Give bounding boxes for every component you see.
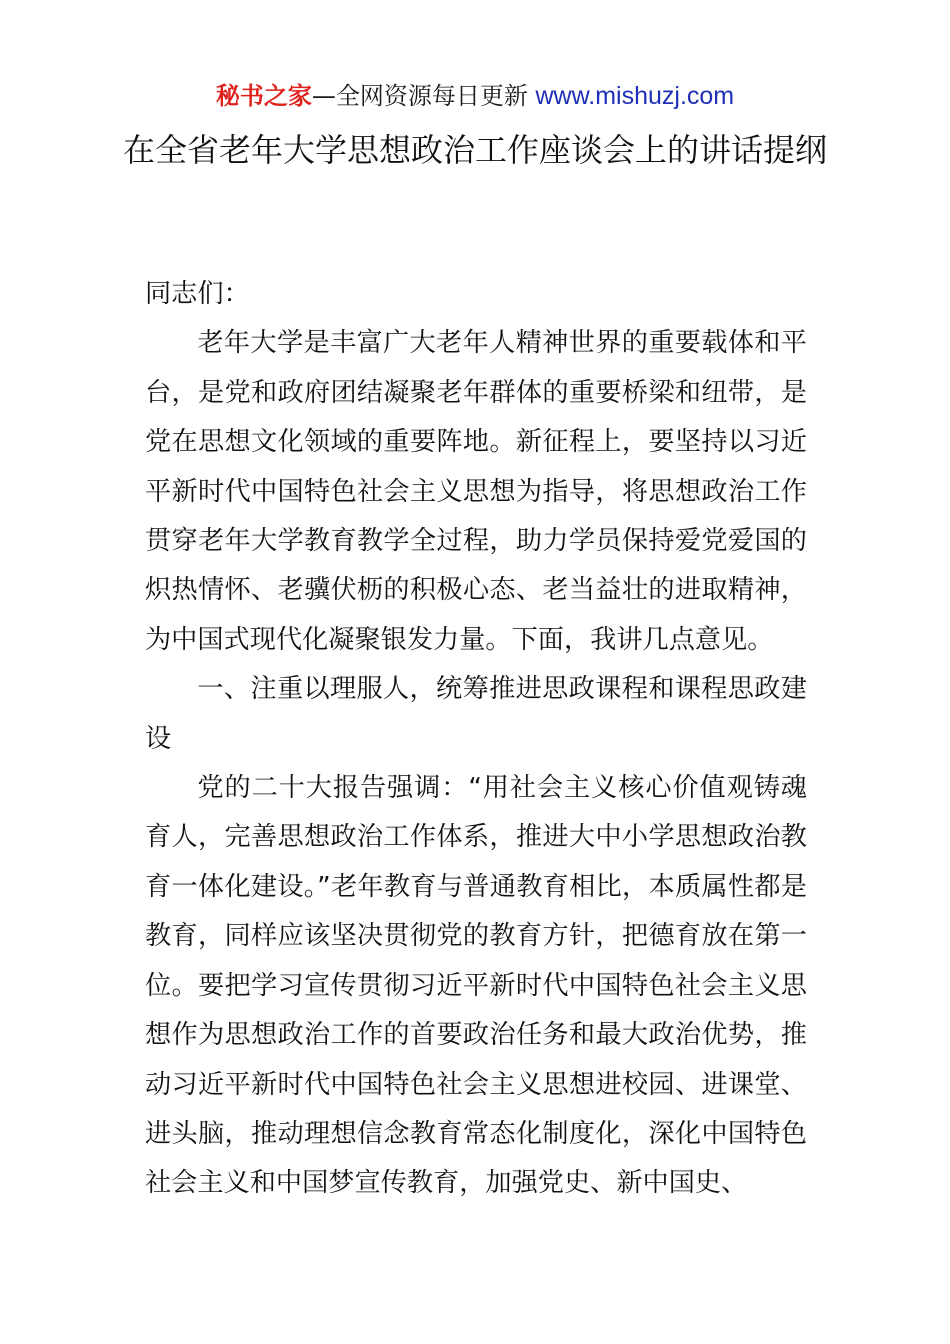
header-tagline: —全网资源每日更新 [311, 82, 536, 110]
document-body [145, 270, 807, 1209]
salutation: 同志们： [145, 279, 250, 309]
document-title: 在全省老年大学思想政治工作座谈会上的讲话提纲 [122, 131, 827, 169]
section-heading-1: 一、注重以理服人，统筹推进思政课程和课程思政建设 [145, 674, 807, 754]
site-url-link[interactable]: www.mishuzj.com [535, 82, 735, 110]
body-paragraph-intro: 老年大学是丰富广大老年人精神世界的重要载体和平台，是党和政府团结凝聚老年群体的重要桥梁和纽带，是党在思想文化领域的重要阵地。新征程上，要坚持以习近平新时代中国特色社会主义思想为指导，将思想政治工作贯穿老年大学教育教学全过程，助力学员保持爱党爱国的炽热情怀、老骥伏枥的积极心态、老当益壮的进取精神，为中国式现代化凝聚银发力量。下面，我讲几点意见。 [145, 328, 807, 655]
site-header [0, 80, 950, 112]
brand-name: 秘书之家 [215, 82, 312, 110]
body-paragraph-section-1: 党的二十大报告强调：“用社会主义核心价值观铸魂育人，完善思想政治工作体系，推进大中小学思想政治教育一体化建设。”老年教育与普通教育相比，本质属性都是教育，同样应该坚决贯彻党的教育方针，把德育放在第一位。要把学习宣传贯彻习近平新时代中国特色社会主义思想作为思想政治工作的首要政治任务和最大政治优势，推动习近平新时代中国特色社会主义思想进校园、进课堂、进头脑，推动理想信念教育常态化制度化，深化中国特色社会主义和中国梦宣传教育，加强党史、新中国史、 [145, 773, 807, 1199]
